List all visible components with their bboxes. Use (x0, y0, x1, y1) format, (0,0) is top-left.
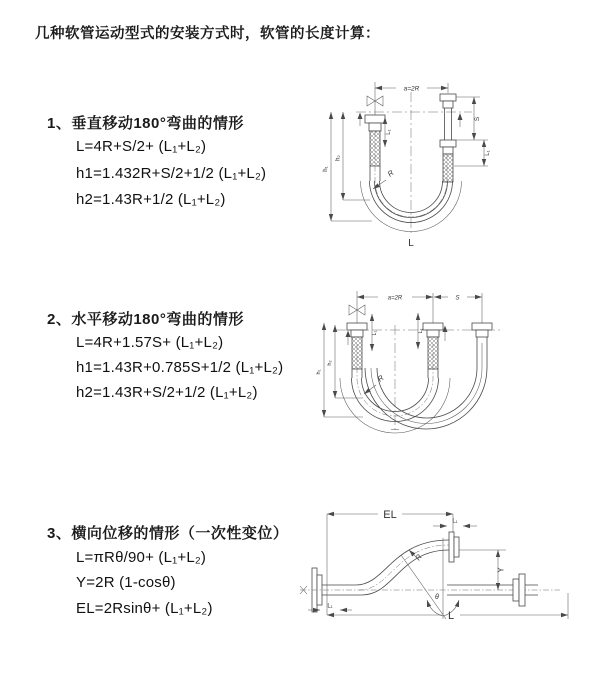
d1-dim-h2 (336, 112, 371, 200)
d1-label-l: L (408, 238, 414, 249)
d1-right-pipe-assembly (440, 94, 456, 182)
d3-label-l1-top: L₁ (452, 518, 458, 525)
d1-label-span: a=2R (403, 85, 420, 93)
d2-u-bend-position2 (365, 337, 487, 429)
d3-dim-y (459, 550, 506, 590)
section-2-heading: 2、水平移动180°弯曲的情形 (47, 311, 244, 328)
section-2-formula-L: L=4R+1.57S+ (L₁+L₂) (76, 334, 224, 351)
d3-label-y: Y (496, 567, 506, 573)
d1-top-dimension (375, 83, 448, 93)
d1-label-l1-left: L₁ (386, 129, 392, 135)
section-3-formula-L: L=πRθ/90+ (L₁+L₂) (76, 549, 207, 566)
d3-dim-l1-top (433, 519, 477, 527)
d2-top-dimension (357, 293, 482, 323)
section-2-formula-h2: h2=1.43R+S/2+1/2 (L₁+L₂) (76, 384, 258, 401)
d2-dim-l1-middle (418, 313, 424, 349)
d3-lower-pipe-phantom (359, 574, 560, 606)
d2-dim-l1-left (372, 314, 378, 351)
d3-label-el: EL (383, 509, 397, 521)
section-1-heading: 1、垂直移动180°弯曲的情形 (47, 115, 244, 132)
diagram-vertical-180-bend (310, 70, 530, 265)
d2-label-l1-middle: L₁ (418, 328, 424, 334)
d1-label-s: S (474, 116, 481, 122)
d3-label-r: R (413, 552, 424, 563)
d2-label-h2: h₂ (327, 360, 333, 366)
d2-valve-symbol (349, 291, 365, 323)
d2-label-h1: h₁ (316, 369, 322, 375)
d1-label-l1-right: L₁ (485, 150, 491, 156)
d1-dim-l1-right (454, 140, 491, 166)
d1-valve-symbol (367, 82, 383, 115)
d3-label-l1-bottom: L₁ (327, 603, 333, 610)
section-3-formula-EL: EL=2Rsinθ+ (L₁+L₂) (76, 600, 213, 617)
diagram-horizontal-180-bend (308, 283, 570, 463)
d3-label-theta: θ (435, 594, 439, 601)
page-title: 几种软管运动型式的安装方式时，软管的长度计算： (35, 26, 380, 42)
d2-label-s: S (455, 295, 460, 302)
diagram-lateral-displacement (298, 498, 590, 658)
d2-label-r: R (375, 373, 386, 384)
d3-dim-l (327, 593, 568, 622)
d3-label-l: L (447, 610, 455, 622)
d1-label-h1: h₁ (323, 166, 329, 172)
d2-right-pipe-assembly (472, 323, 492, 337)
section-1-formula-h2: h2=1.43R+1/2 (L₁+L₂) (76, 191, 226, 208)
d1-label-h2: h₂ (335, 155, 342, 161)
d2-label-l1-left: L₁ (372, 330, 378, 336)
d3-upper-flange (449, 532, 459, 562)
section-3-heading: 3、横向位移的情形（一次性变位） (47, 525, 289, 542)
d1-dim-l1-left (385, 117, 392, 147)
d1-radius-callout (373, 168, 396, 189)
section-2-formula-h1: h1=1.43R+0.785S+1/2 (L₁+L₂) (76, 359, 284, 376)
section-3-formula-Y: Y=2R (1-cosθ) (76, 574, 176, 591)
section-1-formula-L: L=4R+S/2+ (L₁+L₂) (76, 138, 207, 155)
d1-dim-h1 (323, 112, 372, 221)
section-1-formula-h1: h1=1.432R+S/2+1/2 (L₁+L₂) (76, 165, 267, 182)
d1-label-r: R (385, 168, 396, 179)
d2-label-span: a=2R (387, 295, 403, 302)
